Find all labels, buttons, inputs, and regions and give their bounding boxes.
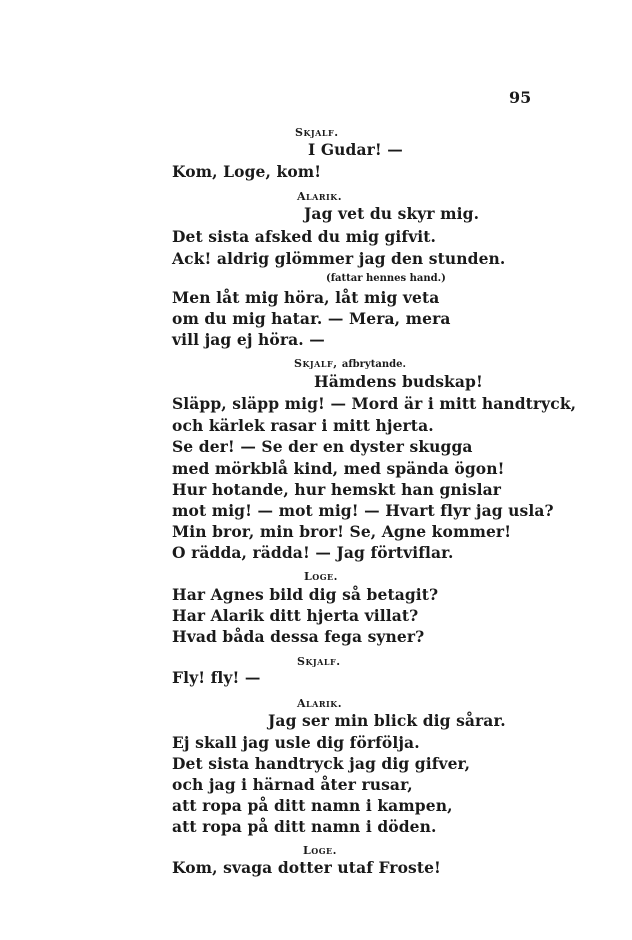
verse-line: Min bror, min bror! Se, Agne kommer! [172,522,512,541]
verse-line: att ropa på ditt namn i kampen, [172,796,453,815]
verse-line: och kärlek rasar i mitt hjerta. [172,416,434,435]
verse-line: Hämdens budskap! [314,372,483,391]
verse-line: vill jag ej höra. — [172,330,325,349]
verse-line: Det sista afsked du mig gifvit. [172,227,437,246]
verse-line: och jag i härnad åter rusar, [172,775,413,794]
verse-line: Hur hotande, hur hemskt han gnislar [172,480,501,499]
page-number: 95 [509,88,532,107]
verse-line: Jag vet du skyr mig. [304,204,480,223]
verse-line: Kom, Loge, kom! [172,162,322,181]
verse-line: Det sista handtryck jag dig gifver, [172,754,471,773]
speaker-label-alarik: Alarik. [297,697,343,710]
verse-line: Fly! fly! — [172,668,261,687]
verse-line: Jag ser min blick dig sårar. [268,711,506,730]
verse-line: Har Agnes bild dig så betagit? [172,585,439,604]
verse-line: Släpp, släpp mig! — Mord är i mitt handtryck, [172,394,577,413]
verse-line: Ack! aldrig glömmer jag den stunden. [172,249,506,268]
verse-line: Kom, svaga dotter utaf Froste! [172,858,441,877]
speaker-label-skjalf: Skjalf. [297,655,341,668]
verse-line: om du mig hatar. — Mera, mera [172,309,451,328]
speaker-label-loge: Loge. [304,570,338,583]
verse-line: Hvad båda dessa fega syner? [172,627,425,646]
verse-line: Men låt mig höra, låt mig veta [172,288,440,307]
speaker-label-skjalf: Skjalf. [295,126,339,139]
verse-line: mot mig! — mot mig! — Hvart flyr jag usla? [172,501,554,520]
verse-line: Ej skall jag usle dig förfölja. [172,733,420,752]
verse-line: att ropa på ditt namn i döden. [172,817,437,836]
verse-line: O rädda, rädda! — Jag förtviflar. [172,543,454,562]
verse-line: Se der! — Se der en dyster skugga [172,437,473,456]
verse-line: Har Alarik ditt hjerta villat? [172,606,419,625]
verse-line: I Gudar! — [308,140,403,159]
verse-line: med mörkblå kind, med spända ögon! [172,459,505,478]
speaker-label-skjalf: Skjalf, afbrytande. [294,357,406,370]
stage-direction: (fattar hennes hand.) [326,273,446,284]
speaker-label-alarik: Alarik. [297,190,343,203]
speaker-label-loge: Loge. [303,844,337,857]
